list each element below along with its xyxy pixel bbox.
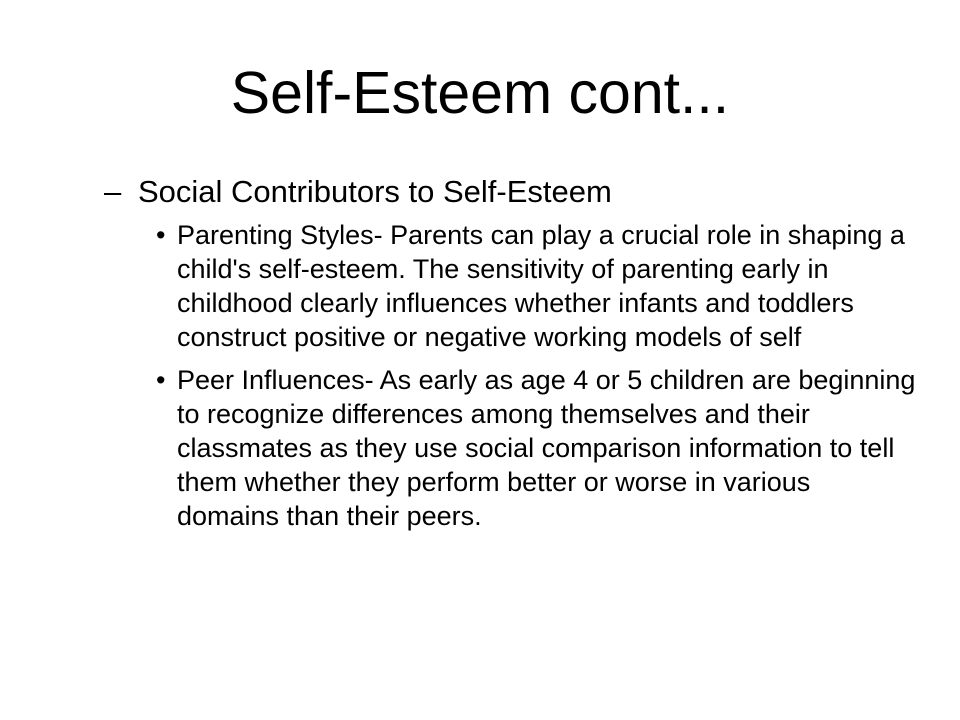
bullet-text: Peer Influences- As early as age 4 or 5 children are beginning to recognize differences among themselves and their classmates as they use social comparison information to tell them whether they perform better or worse in various domains than their peers. xyxy=(177,365,916,531)
subheading-text: Social Contributors to Self-Esteem xyxy=(138,174,612,209)
bullet-marker: • xyxy=(156,220,166,250)
bullet-text: Parenting Styles- Parents can play a crucial role in shaping a child's self-esteem. The sensitivity of parenting early in childhood clearly influences whether infants and toddlers construct positive or negative working models of self xyxy=(177,220,905,352)
bullet-item-peer-influences xyxy=(156,363,916,533)
bullet-marker: • xyxy=(156,365,166,395)
subheading xyxy=(104,172,884,212)
slide-title: Self-Esteem cont... xyxy=(230,60,730,126)
dash-marker: – xyxy=(104,174,122,209)
bullet-item-parenting-styles xyxy=(156,218,916,354)
bullet-list xyxy=(156,218,916,542)
